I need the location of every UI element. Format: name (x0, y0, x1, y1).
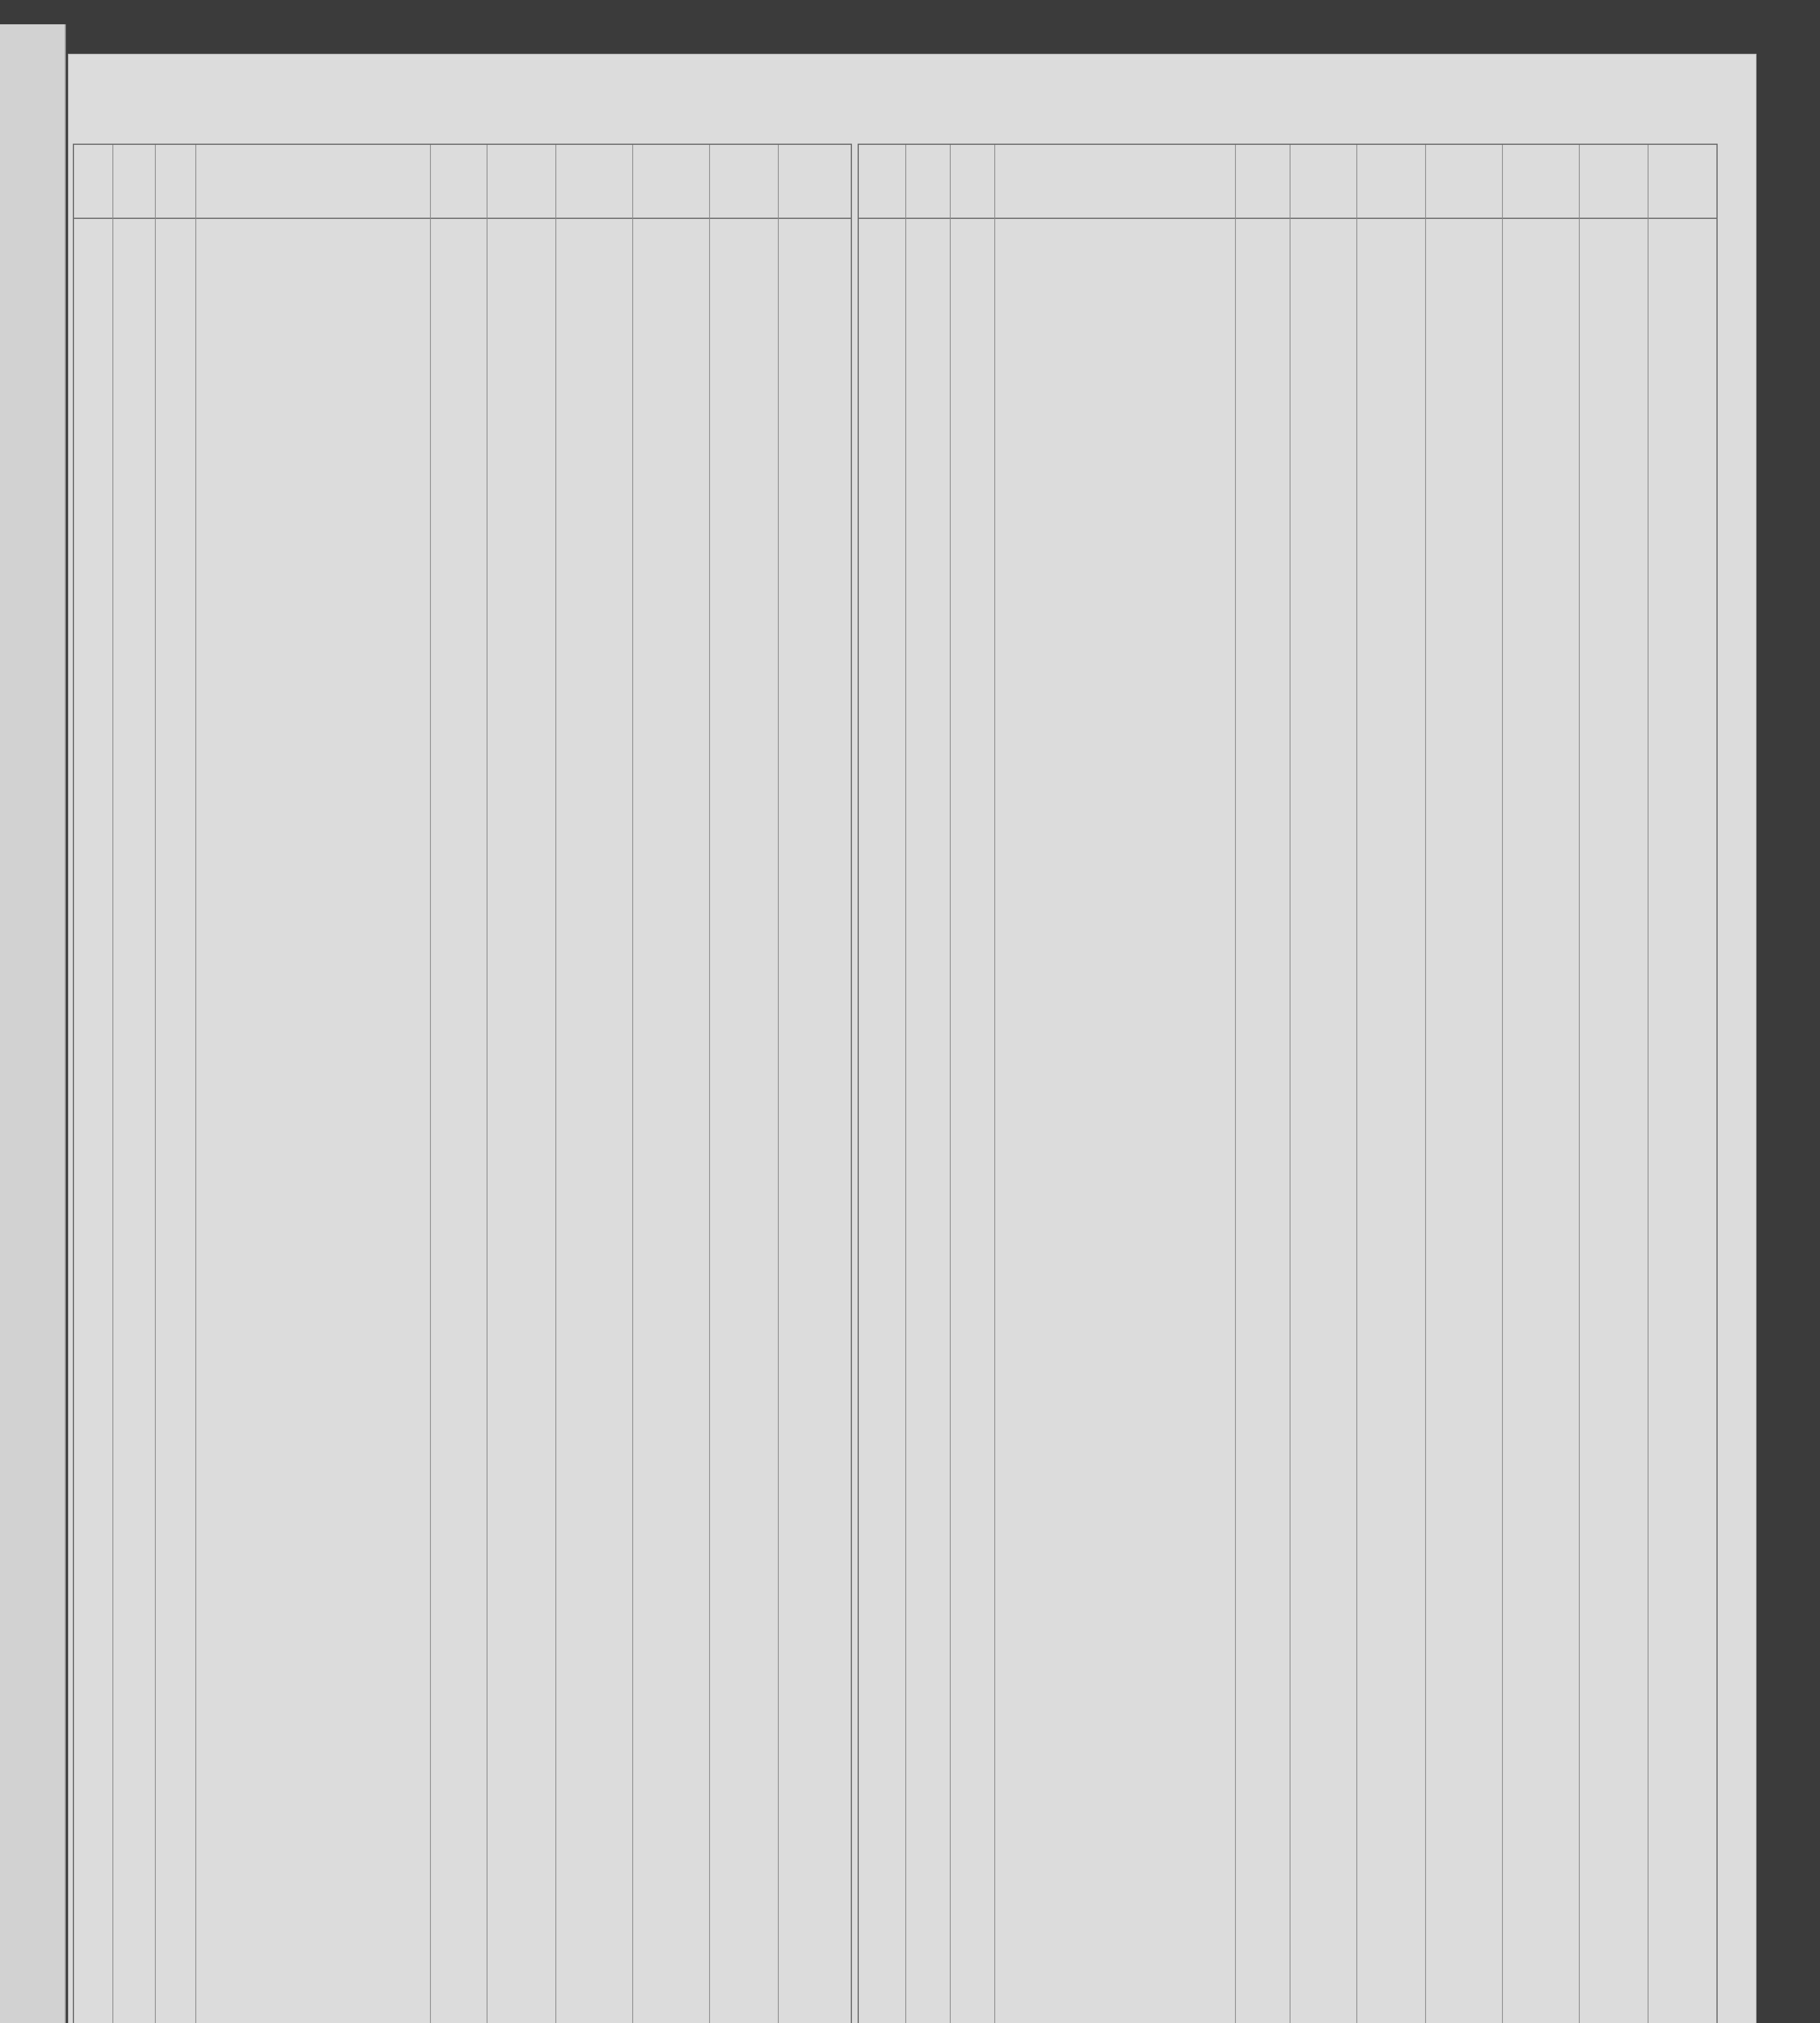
left-table (73, 144, 852, 2023)
newspaper-page (69, 55, 1756, 2023)
right-table (858, 144, 1718, 2023)
previous-page-sliver (0, 24, 66, 2023)
